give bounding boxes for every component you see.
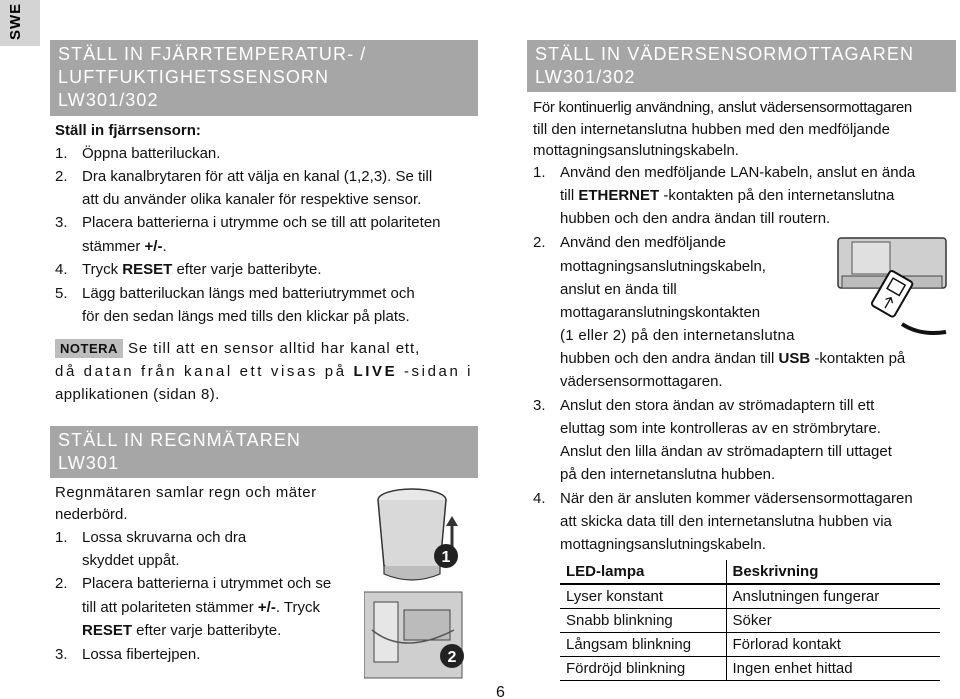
table-cell: Snabb blinkning: [560, 608, 726, 632]
step-text: Dra kanalbrytaren för att välja en kanal (1,2,3). Se till: [82, 168, 433, 185]
heading-line: LUFTFUKTIGHETSSENSORN: [58, 67, 330, 87]
table-cell: Anslutningen fungerar: [726, 584, 940, 608]
step-text: på den internetanslutna hubben.: [560, 466, 776, 483]
step-text: [82, 596, 320, 619]
heading-line: LW301: [58, 453, 120, 473]
step-text: vädersensormottagaren.: [560, 373, 723, 390]
step-text: Placera batterierna i utrymme och se till att polariteten: [82, 214, 441, 231]
rain-intro: nederbörd.: [55, 506, 128, 523]
heading-line: LW301/302: [58, 90, 159, 110]
table-row: [560, 608, 940, 632]
badge-number: 1: [441, 549, 451, 566]
led-table: [560, 560, 940, 681]
step-text-part: efter varje batteribyte.: [172, 261, 322, 278]
step-number: 1.: [55, 145, 68, 162]
step-text: anslut en ända till: [560, 281, 677, 298]
step-text-part: hubben och den andra ändan till: [560, 350, 779, 367]
step-badge-2: [440, 644, 464, 668]
step-text: hubben och den andra ändan till routern.: [560, 210, 831, 227]
intro-text: För kontinuerlig användning, anslut vädersensormottagaren: [533, 99, 912, 116]
step-text-part: till att polariteten stämmer: [82, 599, 258, 616]
reset-label: RESET: [82, 622, 133, 639]
step-text: (1 eller 2) på den internetanslutna: [560, 327, 795, 344]
polarity-symbol: +/-: [257, 599, 276, 616]
step-text: eluttag som inte kontrolleras av en strömbrytare.: [560, 420, 881, 437]
heading-line: STÄLL IN REGNMÄTAREN: [58, 430, 302, 450]
step-number: 4.: [55, 261, 68, 278]
step-text: [560, 347, 905, 370]
step-number: 2.: [55, 168, 68, 185]
heading-receiver: [527, 40, 956, 92]
step-number: 3.: [55, 214, 68, 231]
step-text: mottagningsanslutningskabeln.: [560, 536, 766, 553]
step-text-part: efter varje batteribyte.: [132, 622, 282, 639]
usb-label: USB: [778, 350, 811, 367]
step-badge-1: [434, 544, 458, 568]
language-tab: [0, 0, 40, 46]
step-text: Anslut den lilla ändan av strömadaptern till uttaget: [560, 443, 892, 460]
usb-cable-illustration: [832, 236, 950, 338]
step-number: 1.: [55, 529, 68, 546]
note-line: [55, 337, 420, 360]
note-text: -sidan i: [397, 363, 474, 380]
step-text: Lägg batteriluckan längs med batteriutrymmet och: [82, 285, 415, 302]
rain-intro: Regnmätaren samlar regn och mäter: [55, 484, 317, 501]
step-text: skyddet uppåt.: [82, 552, 180, 569]
step-text: Öppna batteriluckan.: [82, 145, 221, 162]
step-text: [560, 184, 894, 207]
table-cell: Ingen enhet hittad: [726, 656, 940, 680]
column-header: Beskrivning: [726, 560, 940, 584]
step-text: [82, 258, 322, 281]
table-cell: Fördröjd blinkning: [560, 656, 726, 680]
polarity-symbol: +/-: [144, 238, 163, 255]
reset-label: RESET: [122, 261, 173, 278]
step-text-part: . Tryck: [275, 599, 321, 616]
heading-rain-gauge: [50, 426, 478, 478]
step-text-part: -kontakten på: [810, 350, 906, 367]
note-text: Se till att en sensor alltid har kanal ett,: [127, 340, 421, 357]
note-line: applikationen (sidan 8).: [55, 386, 220, 403]
heading-remote-sensor: [50, 40, 478, 116]
intro-text: till den internetanslutna hubben med den medföljande: [533, 121, 890, 138]
step-text: Placera batterierna i utrymmet och se: [82, 575, 332, 592]
step-text: Lossa fibertejpen.: [82, 646, 201, 663]
table-header-row: [560, 560, 940, 584]
step-number: 5.: [55, 285, 68, 302]
step-text-part: stämmer: [82, 238, 145, 255]
step-number: 3.: [55, 646, 68, 663]
step-number: 2.: [55, 575, 68, 592]
intro-text: mottagningsanslutningskabeln.: [533, 142, 739, 159]
table-row: [560, 632, 940, 656]
step-text: När den är ansluten kommer vädersensormottagaren: [560, 490, 913, 507]
heading-line: STÄLL IN FJÄRRTEMPERATUR- /: [58, 44, 367, 64]
step-text: Lossa skruvarna och dra: [82, 529, 247, 546]
step-number: 2.: [533, 234, 546, 251]
heading-line: STÄLL IN VÄDERSENSORMOTTAGAREN: [535, 44, 915, 64]
step-text: Anslut den stora ändan av strömadaptern till ett: [560, 397, 875, 414]
language-label: SWE: [7, 2, 24, 40]
page-number: 6: [496, 684, 505, 699]
table-cell: Söker: [726, 608, 940, 632]
step-text: mottagningsanslutningskabeln,: [560, 258, 766, 275]
rain-gauge-illustration: [364, 480, 476, 680]
table-row: [560, 656, 940, 680]
step-number: 1.: [533, 164, 546, 181]
table-cell: Förlorad kontakt: [726, 632, 940, 656]
step-text: att du använder olika kanaler för respektive sensor.: [82, 191, 422, 208]
ethernet-label: ETHERNET: [578, 187, 660, 204]
table-cell: Lyser konstant: [560, 584, 726, 608]
column-header: LED-lampa: [560, 560, 726, 584]
step-text: mottagaranslutningskontakten: [560, 304, 761, 321]
step-text: Använd den medföljande: [560, 234, 726, 251]
step-text: Använd den medföljande LAN-kabeln, anslut en ända: [560, 164, 916, 181]
step-text: för den sedan längs med tills den klickar på plats.: [82, 308, 410, 325]
note-label: NOTERA: [55, 339, 123, 358]
step-text-part: Tryck: [82, 261, 123, 278]
step-text-part: -kontakten på den internetanslutna: [659, 187, 895, 204]
step-text: att skicka data till den internetanslutna hubben via: [560, 513, 892, 530]
step-text: [82, 235, 167, 258]
table-cell: Långsam blinkning: [560, 632, 726, 656]
badge-number: 2: [447, 649, 457, 666]
heading-line: LW301/302: [535, 67, 636, 87]
note-text: då datan från kanal ett visas på: [55, 363, 354, 380]
note-line: [55, 360, 473, 383]
step-number: 4.: [533, 490, 546, 507]
table-row: [560, 584, 940, 608]
step-text: [82, 619, 281, 642]
step-text-part: till: [560, 187, 579, 204]
step-text-part: .: [162, 238, 167, 255]
live-label: LIVE: [353, 363, 398, 380]
subheading: Ställ in fjärrsensorn:: [55, 122, 201, 139]
step-number: 3.: [533, 397, 546, 414]
